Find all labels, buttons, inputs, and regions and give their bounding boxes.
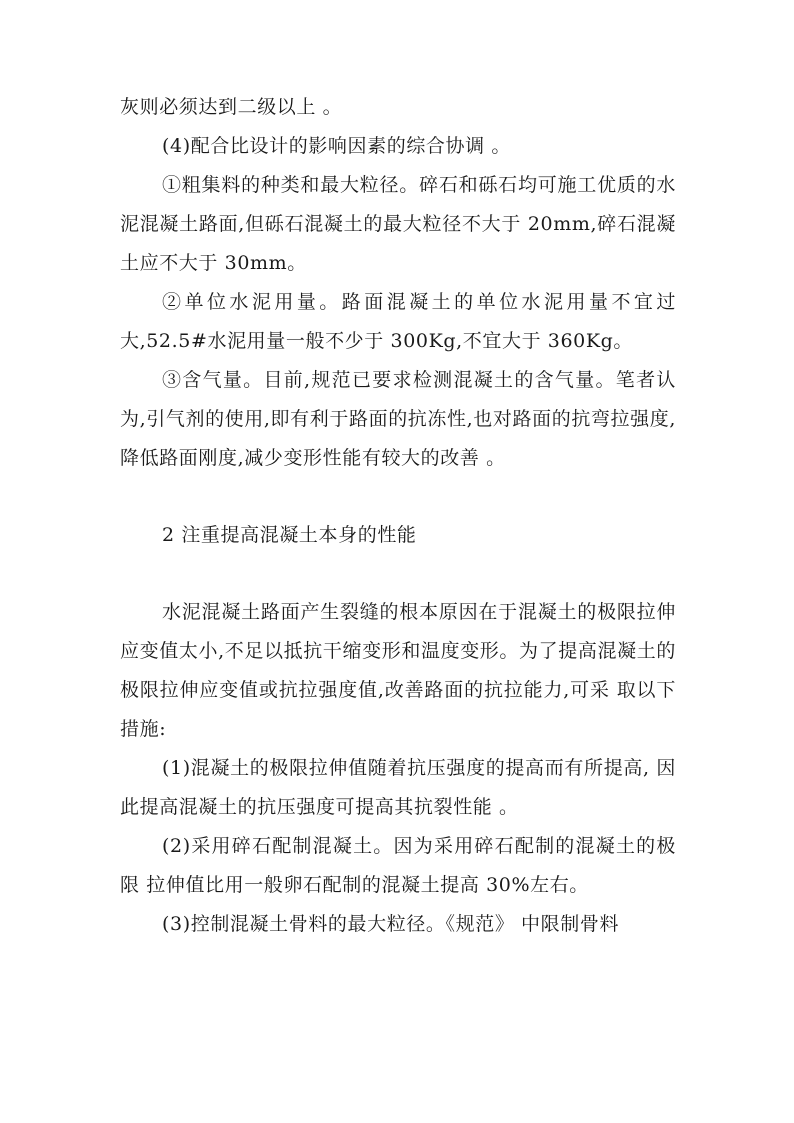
section-heading: 2 注重提高混凝土本身的性能 [162, 524, 417, 546]
paragraph-aggregate-size: (3)控制混凝土骨料的最大粒径。《规范》 中限制骨料 [162, 913, 620, 935]
spacer [120, 555, 676, 593]
paragraph-coarse-aggregate: ①粗集料的种类和最大粒径。碎石和砾石均可施工优质的水泥混凝土路面,但砾石混凝土的最大粒径不大于 20mm,碎石混凝土应不大于 30mm。 [120, 174, 676, 274]
spacer [120, 478, 676, 516]
paragraph-cement-dosage: ②单位水泥用量。路面混凝土的单位水泥用量不宜过大,52.5#水泥用量一般不少于 300Kg,不宜大于 360Kg。 [120, 291, 676, 352]
paragraph-crack-cause: 水泥混凝土路面产生裂缝的根本原因在于混凝土的极限拉伸 应变值太小,不足以抵抗干缩变形和温度变形。为了提高混凝土的极限拉伸应变值或抗拉强度值,改善路面的抗拉能力,可采 取以下措施: [120, 601, 676, 740]
document-body [120, 88, 676, 944]
paragraph-compressive-strength: (1)混凝土的极限拉伸值随着抗压强度的提高而有所提高, 因此提高混凝土的抗压强度可提高其抗裂性能 。 [120, 757, 676, 818]
paragraph-air-content: ③含气量。目前,规范已要求检测混凝土的含气量。笔者认为,引气剂的使用,即有利于路面的抗冻性,也对路面的抗弯拉强度,降低路面刚度,减少变形性能有较大的改善 。 [120, 369, 676, 469]
paragraph-crushed-stone: (2)采用碎石配制混凝土。因为采用碎石配制的混凝土的极限 拉伸值比用一般卵石配制的混凝土提高 30%左右。 [120, 835, 676, 896]
paragraph-mix-design-coordination: (4)配合比设计的影响因素的综合协调 。 [162, 135, 511, 157]
paragraph-lime-grade: 灰则必须达到二级以上 。 [120, 96, 343, 118]
